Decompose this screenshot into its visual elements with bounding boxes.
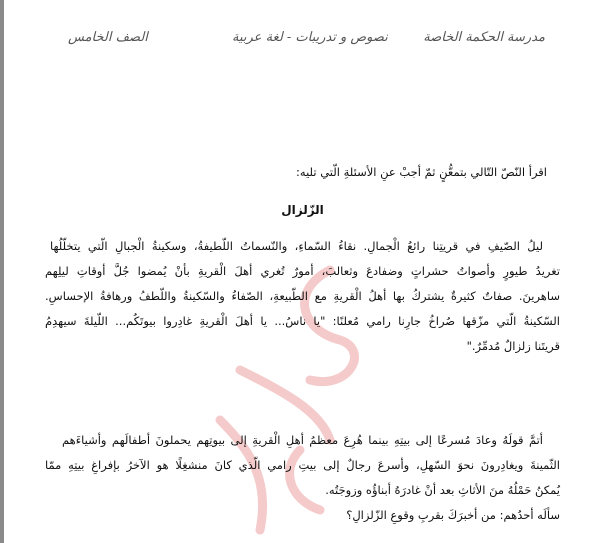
paragraph-line: الثّمينةَ ويغادِرونَ نحوَ السّهلِ، وأسرعَ رجالٌ إلى بيتِ رامي الّذي كانَ منشغِلًا هو الآخرُ بإفراغِ بيتِهِ ممّا [45, 458, 560, 472]
grade-label: الصف الخامس [68, 30, 148, 45]
paragraph-line: يُمكنُ حَمْلُهُ منَ الأثاثِ بعد أنْ غادرَهُ أبناؤُه وزوجَتُه. [325, 483, 560, 497]
passage-title: الزّلزال [281, 203, 324, 217]
paragraph-line: ساهرينَ. صفاتٌ كثيرةٌ يشتركُ بها أهلُ الْقريةِ مع الطّبيعةِ، الصّفاءُ والسّكينةُ واللّطفُ ورهافةُ الإحساسِ. [45, 289, 560, 303]
instruction: اقرأ النّصّ التّالي بتمعُّنٍ ثمّ أجبْ عنِ الأسئلةِ الّتي تليه: [296, 165, 547, 179]
window-edge [0, 0, 4, 543]
paragraph-line: ليلُ الصّيفِ في قريتِنا رائعُ الْجمالِ. نقاءُ السّماءِ، والنّسماتُ اللّطيفةُ، وسكينةُ الْجبالِ الّتي يتخلّلُها [50, 239, 543, 253]
paragraph-line: السّكينةُ الّتي مزّقها صُراخُ جارِنا رامي مُعلنًا: "يا ناسُ... يا أهلَ الْقريةِ غادِروا بيوتَكُم... اللّيلةَ سيهدِمُ [45, 314, 560, 328]
paragraph-line: قريتَنا زلزالٌ مُدمِّرٌ." [466, 339, 560, 353]
school-name: مدرسة الحكمة الخاصة [423, 30, 545, 45]
paragraph-line: تغريدُ طيورٍ وأصواتُ حشراتٍ وضفادعَ وثعالبَ، أمورٌ تُغري أهلَ الْقريةِ بأنْ يُمضوا جُلَّ أوقاتِ ليلِهم [45, 264, 560, 278]
paragraph-line: أتمَّ قولَهُ وعادَ مُسرعًا إلى بيتِهِ بينما هُرِعَ معظمُ أهلِ الْقريةِ إلى بيوتِهم يحملونَ أطفالَهم وأشياءَهم [62, 433, 543, 447]
subject-title: نصوص و تدريبات - لغة عربية [232, 30, 388, 45]
question-line: سألَه أحدُهم: من أخبرَكَ بقربِ وقوعِ الزّلزالِ؟ [346, 508, 560, 522]
